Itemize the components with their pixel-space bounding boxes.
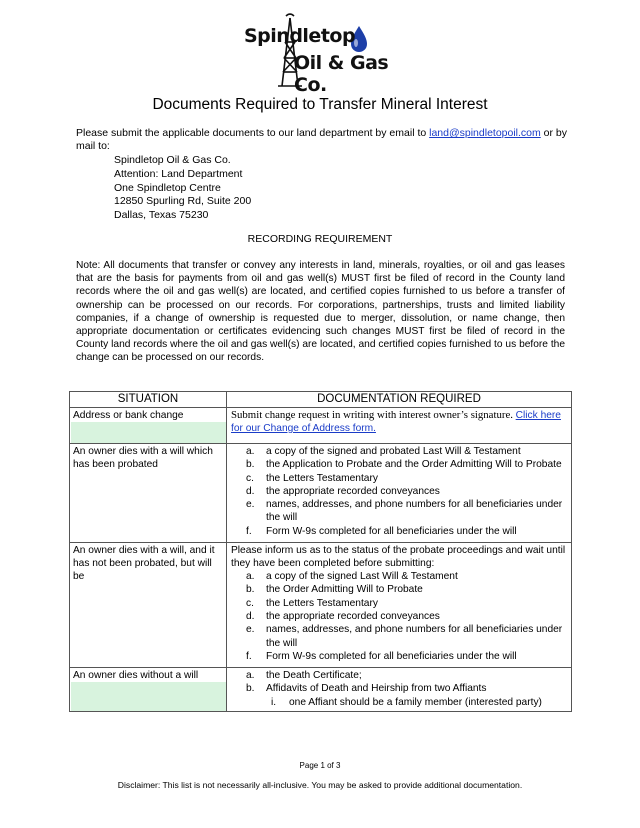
recording-requirement-heading: RECORDING REQUIREMENT	[247, 233, 393, 245]
sub-list-item: i. one Affiant should be a family member (interested party)	[271, 696, 542, 708]
documentation-cell	[227, 408, 572, 444]
address-line: Attention: Land Department	[114, 167, 243, 180]
documents-table	[69, 391, 572, 712]
address-line: Spindletop Oil & Gas Co.	[114, 154, 231, 166]
address-line: 12850 Spurling Rd, Suite 200	[114, 195, 252, 208]
documentation-instruction: Submit change request in writing with interest owner’s signature.	[231, 409, 516, 421]
highlight-field	[71, 682, 226, 711]
list-item: b. Affidavits of Death and Heirship from two Affiants	[246, 683, 487, 695]
intro-paragraph	[76, 127, 576, 153]
list-item: a. the Death Certificate;	[246, 670, 362, 682]
document-list	[227, 444, 571, 542]
column-header-documentation: DOCUMENTATION REQUIRED	[227, 392, 572, 408]
list-item: f. Form W-9s completed for all beneficiaries under the will	[246, 650, 517, 662]
situation-cell	[70, 668, 227, 712]
table-row	[70, 444, 572, 543]
highlight-field	[71, 422, 226, 443]
documentation-text	[227, 408, 571, 437]
situation-text: Address or bank change	[73, 410, 184, 421]
list-item: e. names, addresses, and phone numbers for all beneficiaries under the will	[246, 624, 563, 649]
situation-text: An owner dies without a will	[73, 670, 199, 682]
change-of-address-link[interactable]: Click here for our Change of Address form.	[231, 410, 561, 434]
list-item: d. the appropriate recorded conveyances	[246, 485, 440, 497]
intro-text-end: or by mail to:	[76, 127, 568, 152]
table-row	[70, 543, 572, 668]
mailing-address	[114, 154, 251, 223]
table-row	[70, 408, 572, 444]
situation-cell	[70, 408, 227, 444]
documentation-cell	[227, 668, 572, 712]
table-row	[70, 668, 572, 712]
disclaimer: Disclaimer: This list is not necessarily all-inclusive. You may be asked to provide additional documentation.	[117, 780, 523, 790]
list-item: c. the Letters Testamentary	[246, 597, 378, 609]
situation-text: An owner dies with a will, and it has not been probated, but will be	[73, 545, 215, 583]
list-item: a. a copy of the signed Last Will & Testament	[246, 571, 458, 583]
situation-text: An owner dies with a will which has been probated	[73, 446, 213, 470]
situation-cell	[70, 543, 227, 668]
situation-cell	[70, 444, 227, 543]
address-line: One Spindletop Centre	[114, 181, 221, 194]
address-line: Dallas, Texas 75230	[114, 209, 209, 222]
page-number: Page 1 of 3	[299, 761, 341, 770]
column-header-situation: SITUATION	[70, 392, 227, 408]
list-item: b. the Application to Probate and the Order Admitting Will to Probate	[246, 459, 562, 471]
logo-line-1: Spindletop	[244, 25, 356, 47]
page-title: Documents Required to Transfer Mineral Interest	[152, 96, 488, 113]
document-list	[227, 570, 571, 667]
intro-text: Please submit the applicable documents to our land department by email to	[76, 127, 430, 139]
list-item: a. a copy of the signed and probated Last Will & Testament	[246, 446, 521, 457]
list-item: f. Form W-9s completed for all beneficiaries under the will	[246, 525, 517, 537]
logo-line-2: Oil & Gas Co.	[294, 52, 389, 96]
list-item: b. the Order Admitting Will to Probate	[246, 584, 423, 596]
recording-note: Note: All documents that transfer or convey any interests in land, minerals, royalties, or oil and gas leases that are the basis for payments from oil and gas well(s) MUST first be filed of record in the County land records where the oil and gas well(s) are located, and certified copies furnished to us before a transfer of ownership can be processed on our records. For corporations, partnerships, trusts and limited liability companies, if a change of ownership is requested due to merger, dissolution, or name change, then appropriate documentation or certificates evidencing such changes MUST first be filed of record in the County land records where the oil and gas well(s) are located, and certified copies furnished to us before the change can be processed on our records.	[76, 260, 565, 364]
documentation-cell	[227, 444, 572, 543]
list-item: e. names, addresses, and phone numbers for all beneficiaries under the will	[246, 499, 563, 524]
email-link[interactable]: land@spindletopoil.com	[429, 127, 541, 139]
document-list	[227, 668, 571, 696]
documentation-text: Please inform us as to the status of the probate proceedings and wait until they have been completed before submitting:	[231, 545, 566, 570]
company-logo	[232, 12, 408, 96]
table-header-row	[70, 392, 572, 408]
list-item: d. the appropriate recorded conveyances	[246, 610, 440, 622]
documentation-cell	[227, 543, 572, 668]
list-item: c. the Letters Testamentary	[246, 472, 378, 484]
